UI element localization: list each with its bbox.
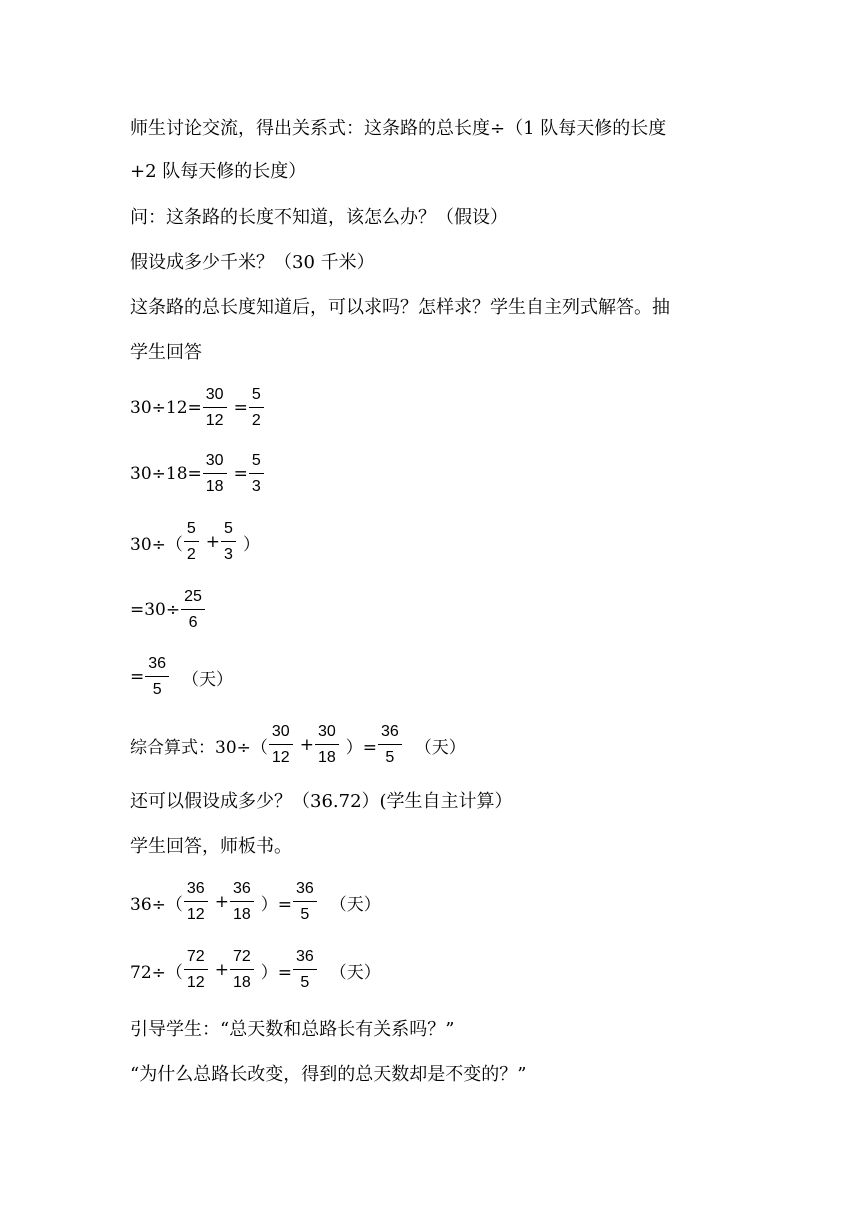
equation-lead: 36÷（ [130,894,183,915]
paragraph-can-solve: 这条路的总长度知道后，可以求吗？怎样求？学生自主列式解答。抽 [130,297,670,318]
numerator: 36 [293,878,317,902]
numerator: 30 [203,450,227,474]
numerator: 5 [249,384,264,408]
plus-sign: + [205,532,221,552]
denominator: 3 [224,546,233,563]
plus-sign: + [214,892,229,912]
fraction [145,653,169,701]
paragraph-board-writing: 学生回答，师板书。 [130,836,292,857]
numerator: 30 [203,384,227,408]
unit-days: （天） [182,669,234,690]
denominator: 2 [186,546,196,563]
fraction [203,450,227,498]
equation-5 [130,651,233,703]
fraction [184,518,199,566]
paragraph-assume-km: 假设成多少千米？（30 千米） [130,252,375,273]
denominator: 18 [232,974,251,991]
numerator: 5 [184,518,199,542]
numerator: 36 [145,653,169,677]
denominator: 18 [317,749,336,766]
denominator: 18 [232,906,251,923]
plus-sign: + [214,960,229,980]
fraction [249,450,264,498]
numerator: 30 [269,721,293,745]
equation-lead: 30÷18= [130,464,202,484]
close-paren: ） [242,534,260,555]
equation-lead: 30÷（ [130,534,183,555]
denominator: 12 [186,974,205,991]
equals-sign: = [233,464,248,484]
equation-3 [130,516,260,568]
denominator: 5 [300,906,310,923]
paragraph-why-question: “为什么总路长改变，得到的总天数却是不变的？” [130,1064,527,1085]
equation-36 [130,876,381,928]
unit-days: （天） [329,962,381,983]
unit-days: （天） [414,737,466,758]
denominator: 2 [251,412,261,429]
close-paren-equals: ）= [345,737,377,758]
paragraph-guide-question: 引导学生：“总天数和总路长有关系吗？” [130,1019,455,1040]
paragraph-other-assumptions: 还可以假设成多少？（36.72）(学生自主计算） [130,791,513,812]
fraction [293,946,317,994]
equation-2 [130,448,265,500]
equation-lead: = [130,667,145,687]
unit-days: （天） [329,894,381,915]
fraction [378,721,402,769]
equation-4 [130,584,206,636]
numerator: 72 [184,946,208,970]
numerator: 25 [181,586,205,610]
fraction [230,878,254,926]
denominator: 12 [186,906,205,923]
equation-lead: 30÷12= [130,398,202,418]
paragraph-relation: 师生讨论交流，得出关系式：这条路的总长度÷（1 队每天修的长度 [130,118,667,139]
close-paren-equals: ）= [260,894,292,915]
denominator: 12 [205,412,224,429]
fraction [203,384,227,432]
denominator: 12 [271,749,290,766]
numerator: 30 [315,721,339,745]
equation-lead: =30÷ [130,600,181,620]
paragraph-relation-cont: +2 队每天修的长度） [130,161,307,182]
denominator: 6 [188,614,198,631]
fraction [221,518,236,566]
denominator: 18 [205,478,224,495]
equals-sign: = [233,398,248,418]
equation-lead: 72÷（ [130,962,183,983]
equation-combined [130,719,466,771]
denominator: 5 [300,974,310,991]
fraction [269,721,293,769]
denominator: 3 [251,478,261,495]
equation-72 [130,944,381,996]
numerator: 36 [293,946,317,970]
numerator: 36 [230,878,254,902]
numerator: 5 [221,518,236,542]
fraction [184,946,208,994]
paragraph-question-length: 问：这条路的长度不知道，该怎么办？（假设） [130,207,508,228]
numerator: 5 [249,450,264,474]
fraction [184,878,208,926]
equation-lead: 综合算式：30÷（ [130,737,268,758]
fraction [249,384,264,432]
equation-1 [130,382,265,434]
denominator: 5 [385,749,395,766]
fraction [293,878,317,926]
close-paren-equals: ）= [260,962,292,983]
numerator: 36 [184,878,208,902]
fraction [315,721,339,769]
fraction [181,586,205,634]
numerator: 72 [230,946,254,970]
numerator: 36 [378,721,402,745]
denominator: 5 [152,681,162,698]
fraction [230,946,254,994]
paragraph-can-solve-cont: 学生回答 [130,342,202,363]
plus-sign: + [299,735,314,755]
